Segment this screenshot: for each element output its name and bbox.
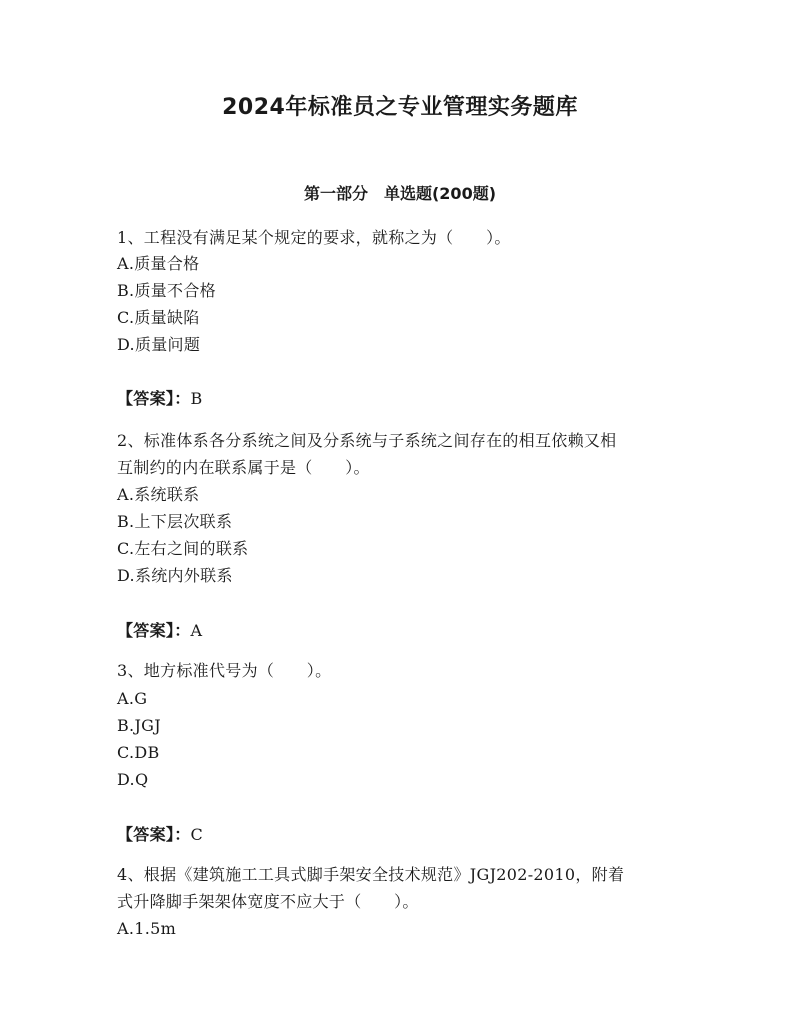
answer-value: A: [190, 621, 203, 640]
answer-line: [117, 388, 203, 410]
question-stem-continued: 互制约的内在联系属于是（ ）。: [117, 458, 370, 477]
question-stem: 2、标准体系各分系统之间及分系统与子系统之间存在的相互依赖又相: [117, 431, 617, 450]
answer-value: C: [190, 825, 204, 844]
answer-line: [117, 824, 203, 846]
option-a: A.1.5m: [117, 919, 177, 938]
option-a: A.质量合格: [117, 254, 200, 273]
option-b: B.上下层次联系: [117, 512, 233, 531]
document-title: 2024年标准员之专业管理实务题库: [222, 95, 578, 120]
answer-label: 【答案】：: [117, 825, 191, 844]
question-stem: 3、地方标准代号为（ ）。: [117, 661, 332, 680]
question-stem: 4、根据《建筑施工工具式脚手架安全技术规范》JGJ202-2010，附着: [117, 865, 625, 884]
answer-value: B: [190, 389, 203, 408]
option-a: A.G: [117, 689, 148, 708]
option-d: D.Q: [117, 770, 149, 789]
section-title: 第一部分 单选题(200题): [303, 184, 497, 203]
option-c: C.质量缺陷: [117, 308, 200, 327]
option-c: C.DB: [117, 743, 160, 762]
option-d: D.质量问题: [117, 335, 201, 354]
answer-label: 【答案】：: [117, 389, 191, 408]
option-b: B.JGJ: [117, 716, 161, 735]
option-b: B.质量不合格: [117, 281, 216, 300]
answer-line: [117, 620, 202, 642]
answer-label: 【答案】：: [117, 621, 191, 640]
question-stem-continued: 式升降脚手架架体宽度不应大于（ ）。: [117, 892, 419, 911]
option-a: A.系统联系: [117, 485, 200, 504]
option-c: C.左右之间的联系: [117, 539, 249, 558]
option-d: D.系统内外联系: [117, 566, 233, 585]
question-stem: 1、工程没有满足某个规定的要求，就称之为（ ）。: [117, 228, 511, 247]
